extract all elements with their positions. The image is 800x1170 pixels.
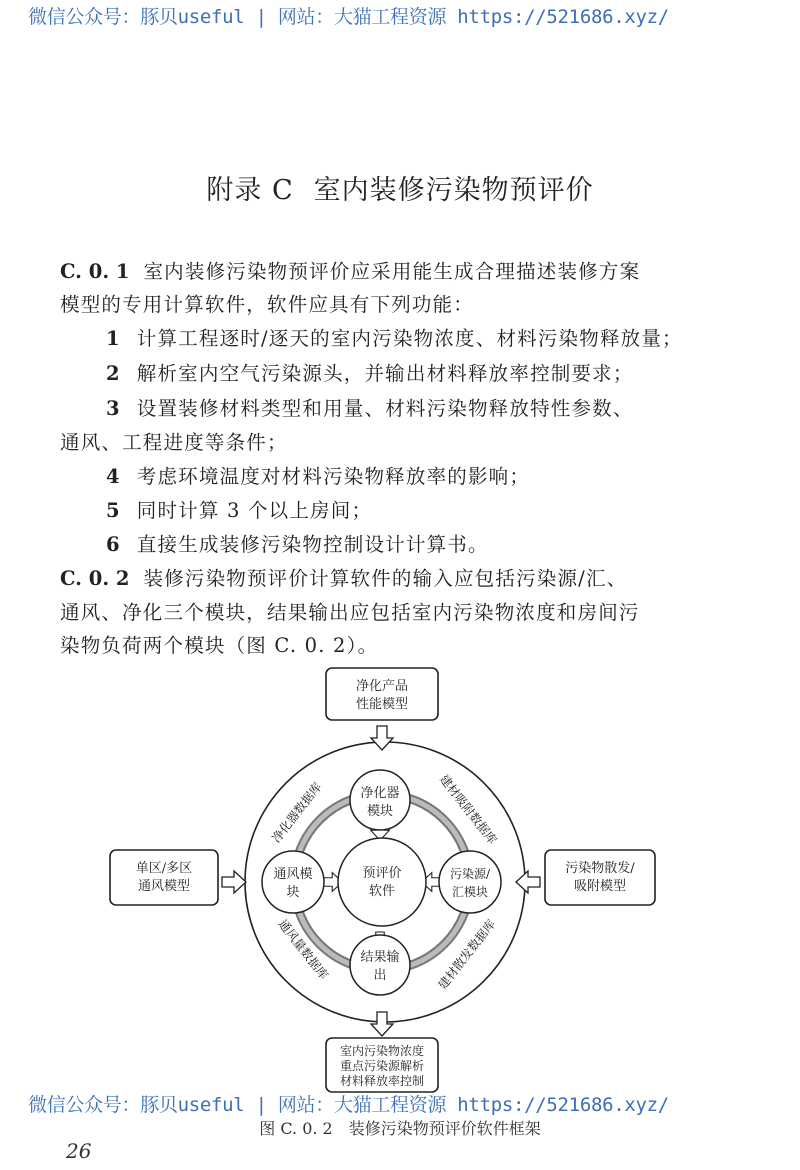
appendix-title: 室内装修污染物预评价 bbox=[313, 175, 594, 206]
appendix-label: 附录 C bbox=[206, 175, 294, 206]
center-circle bbox=[338, 838, 426, 926]
box-text: 室内污染物浓度 bbox=[339, 1044, 425, 1058]
clause-number: C. 0. 1 bbox=[60, 260, 130, 283]
watermark-top: 微信公众号：豚贝useful | 网站：大猫工程资源 https://521686.xyz/ bbox=[28, 6, 669, 28]
item-number: 1 bbox=[106, 327, 121, 350]
watermark-bottom: 微信公众号：豚贝useful | 网站：大猫工程资源 https://521686.xyz/ bbox=[28, 1094, 669, 1116]
clause-text: 装修污染物预评价计算软件的输入应包括污染源/汇、 bbox=[143, 567, 628, 590]
box-text: 净化产品 bbox=[355, 679, 409, 694]
box-ventilation-model bbox=[110, 850, 218, 905]
db-label: 建材散发数据库 bbox=[435, 917, 499, 992]
module-text: 通风模 bbox=[273, 867, 313, 882]
source-sink-module bbox=[439, 851, 501, 913]
clause-text: 室内装修污染物预评价应采用能生成合理描述装修方案 bbox=[143, 260, 641, 283]
figure-caption: 图 C. 0. 2 装修污染物预评价软件框架 bbox=[259, 1119, 541, 1138]
item-text: 直接生成装修污染物控制设计计算书。 bbox=[136, 533, 489, 556]
box-text: 材料释放率控制 bbox=[339, 1074, 425, 1088]
module-text: 净化器 bbox=[360, 786, 400, 801]
box-purification-model bbox=[326, 668, 438, 720]
box-text: 单区/多区 bbox=[135, 861, 193, 876]
box-emission-model bbox=[545, 850, 655, 905]
item-text: 计算工程逐时/逐天的室内污染物浓度、材料污染物释放量； bbox=[136, 327, 683, 350]
clause-c01-line2: 模型的专用计算软件，软件应具有下列功能： bbox=[60, 293, 475, 316]
item-text: 同时计算 3 个以上房间； bbox=[136, 499, 373, 522]
item-text: 解析室内空气污染源头，并输出材料释放率控制要求； bbox=[136, 362, 634, 385]
box-text: 性能模型 bbox=[355, 697, 409, 712]
item-number: 3 bbox=[106, 397, 121, 420]
module-text: 模块 bbox=[366, 804, 394, 819]
item-text: 设置装修材料类型和用量、材料污染物释放特性参数、 bbox=[136, 397, 634, 420]
clause-c02-line3: 染物负荷两个模块（图 C. 0. 2）。 bbox=[60, 634, 379, 657]
db-label: 建材吸附数据库 bbox=[436, 772, 500, 847]
item-number: 6 bbox=[106, 533, 121, 556]
box-text: 通风模型 bbox=[137, 879, 191, 894]
clause-number: C. 0. 2 bbox=[60, 567, 130, 590]
list-item-continuation: 通风、工程进度等条件； bbox=[60, 431, 288, 454]
db-label: 通风量数据库 bbox=[275, 916, 331, 983]
module-text: 出 bbox=[373, 968, 387, 983]
output-module bbox=[350, 935, 410, 995]
center-text: 预评价 bbox=[362, 866, 402, 881]
center-text: 软件 bbox=[368, 884, 396, 899]
box-text: 重点污染源解析 bbox=[339, 1059, 425, 1073]
module-text: 污染源/ bbox=[449, 867, 491, 881]
item-text: 考虑环境温度对材料污染物释放率的影响； bbox=[136, 465, 531, 488]
arrow-right-icon bbox=[222, 871, 246, 893]
module-text: 结果输 bbox=[360, 950, 400, 965]
module-text: 块 bbox=[286, 885, 300, 900]
box-text: 污染物散发/ bbox=[565, 861, 635, 876]
box-text: 吸附模型 bbox=[573, 879, 627, 894]
item-number: 4 bbox=[106, 465, 121, 488]
item-number: 2 bbox=[106, 362, 121, 385]
clause-c02-line2: 通风、净化三个模块，结果输出应包括室内污染物浓度和房间污 bbox=[60, 601, 640, 624]
page-number: 26 bbox=[66, 1139, 92, 1163]
item-number: 5 bbox=[106, 499, 121, 522]
db-label: 净化器数据库 bbox=[269, 779, 325, 846]
module-text: 汇模块 bbox=[451, 885, 489, 899]
ventilation-module bbox=[262, 851, 324, 913]
